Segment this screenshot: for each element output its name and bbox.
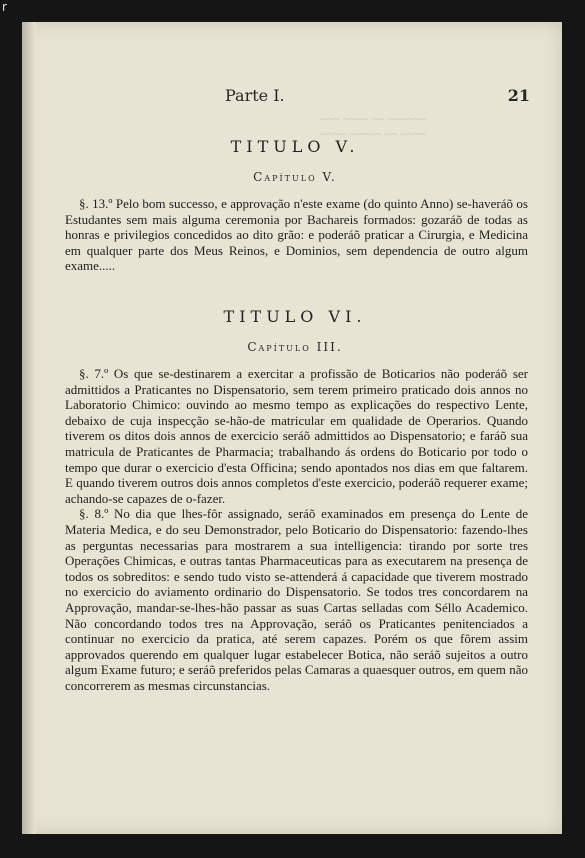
edge-mark: r	[2, 0, 7, 14]
titulo-v-heading: TITULO V.	[230, 137, 360, 156]
capitulo-iii-heading: Capítulo III.	[247, 340, 343, 354]
capitulo-v-heading: Capítulo V.	[253, 170, 337, 184]
bleed-through-text: ~~~ ~~~~ ~~ ~~~~~~ ~~~~ ~~~~~ ~~ ~~~~	[320, 112, 427, 141]
paragraph-8: §. 8.º No dia que lhes-fôr assignado, seráõ examinados em presença do Lente de Materia Medica, e do seu Demonstrador, pelo Boticario do Dispensatorio: fazendo-lhes as perguntas necessarias para mostrarem a sua intelligencia: tirando por sorte tres Operações Chimicas, e outras tantas Pharmaceuticas para as executarem na presença de todos os sobreditos: e sendo tudo visto se-attenderá á capacidade que tiverem mostrado no exercicio do aviamento ordinario do Dispensatorio. Se todos tres concordarem na Approvação, mandar-se-lhes-hão passar as suas Cartas selladas com Séllo Academico. Não concordando todos tres na Approvação, seráõ os Praticantes penitenciados a continuar no exercicio da pratica, até serem capazes. Porém os que fôrem assim approvados querendo em qualquer lugar estabelecer Botica, não seráõ sujeitos a outro algum Exame futuro; e seráõ preferidos pelas Camaras a quaesquer outros, em quem não concorrerem as mesmas circunstancias.	[65, 506, 528, 693]
page-number: 21	[507, 86, 530, 105]
titulo-vi-heading: TITULO VI.	[223, 307, 367, 326]
section-vi-body	[65, 366, 528, 693]
paragraph-13: §. 13.º Pelo bom successo, e approvação n'este exame (do quinto Anno) se-haveráõ os Estudantes sem mais alguma ceremonia por Bachareis formados: gozaráõ de todas as honras e privilegios concedidos ao dito grão: e poderáõ praticar a Cirurgia, e Medicina em qualquer parte dos Meus Reinos, e Dominios, sem dependencia de outro algum exame.....	[65, 196, 528, 274]
part-label: Parte I.	[225, 86, 285, 105]
section-v-body	[65, 196, 528, 274]
page-spine-shadow	[22, 22, 36, 834]
running-header	[60, 86, 530, 108]
paragraph-7: §. 7.º Os que se-destinarem a exercitar a profissão de Boticarios não poderáõ ser admittidos a Praticantes no Dispensatorio, sem terem primeiro praticado dois annos no Laboratorio Chimico: ouvindo ao mesmo tempo as explicações do respectivo Lente, debaixo de cuja inspecção se-hão-de matricular em qualidade de Operarios. Quando tiverem os ditos dois annos de exercicio seráõ admittidos ao Dispensatorio; e faráõ sua matricula de Praticantes de Pharmacia; trabalhando ás ordens do Boticario por todo o tempo que durar o exercicio d'esta Officina; sendo apontados nos dias em que faltarem. E quando tiverem outros dois annos completos d'este exercicio, poderáõ requerer exame; achando-se capazes de o-fazer.	[65, 366, 528, 506]
